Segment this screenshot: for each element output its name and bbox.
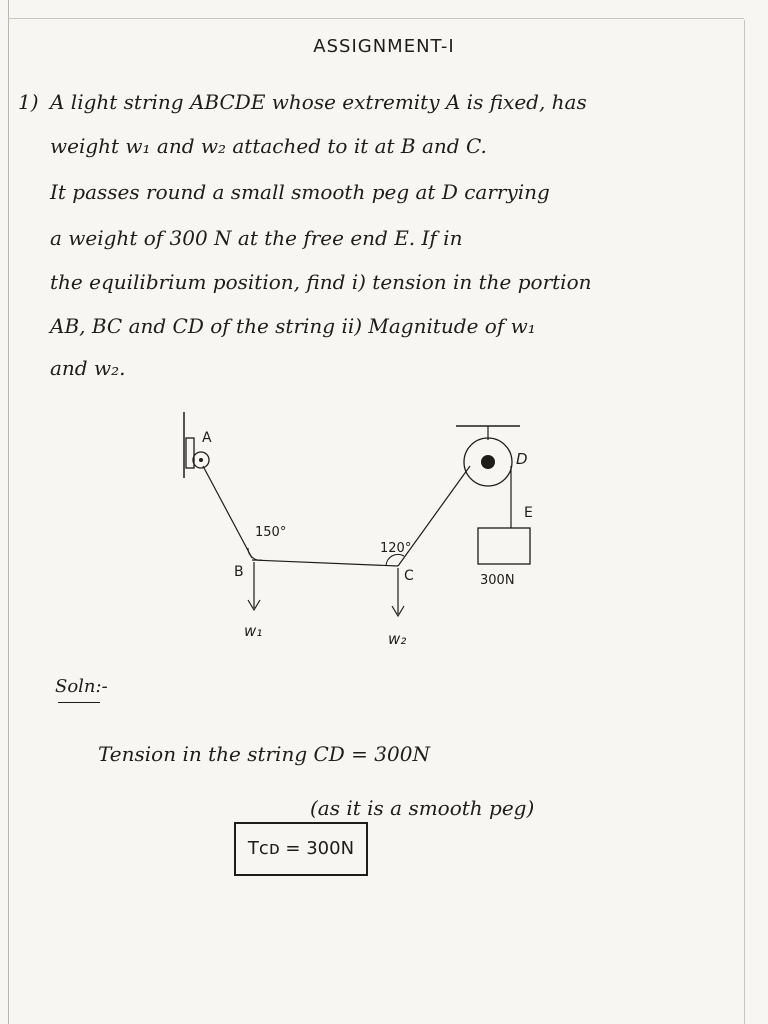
question-line-2: weight w₁ and w₂ attached to it at B and C. bbox=[50, 134, 487, 158]
label-w1: w₁ bbox=[244, 622, 263, 640]
hinge-pin bbox=[199, 458, 203, 462]
question-line-4: a weight of 300 N at the free end E. If in bbox=[50, 226, 463, 250]
solution-heading: Soln:- bbox=[55, 676, 108, 697]
block-label: 300N bbox=[480, 573, 515, 588]
label-e: E bbox=[524, 505, 533, 521]
weight-block bbox=[478, 528, 530, 564]
string-bc bbox=[252, 560, 398, 566]
label-w2: w₂ bbox=[388, 630, 407, 648]
question-line-6: AB, BC and CD of the string ii) Magnitude of w₁ bbox=[50, 314, 536, 338]
angle-arc-b bbox=[248, 548, 262, 560]
label-b: B bbox=[234, 564, 244, 580]
label-c: C bbox=[404, 568, 414, 584]
angle-label-b: 150° bbox=[255, 525, 287, 540]
question-line-1: A light string ABCDE whose extremity A is fixed, has bbox=[50, 90, 587, 114]
label-d: D bbox=[516, 450, 528, 468]
string-ab bbox=[203, 466, 252, 558]
question-line-7: and w₂. bbox=[50, 356, 126, 380]
solution-heading-underline bbox=[58, 702, 100, 703]
angle-arc-c bbox=[386, 554, 404, 566]
assignment-title: ASSIGNMENT-I bbox=[313, 36, 455, 57]
question-line-5: the equilibrium position, find i) tension in the portion bbox=[50, 270, 592, 294]
solution-line-1: Tension in the string CD = 300N bbox=[98, 742, 430, 766]
label-a: A bbox=[202, 430, 212, 446]
boxed-result: Tᴄᴅ = 300N bbox=[234, 822, 368, 876]
question-number: 1) bbox=[18, 90, 39, 114]
question-line-3: It passes round a small smooth peg at D carrying bbox=[50, 180, 550, 204]
solution-line-2: (as it is a smooth peg) bbox=[310, 796, 535, 820]
wall-bracket bbox=[186, 438, 194, 468]
angle-label-c: 120° bbox=[380, 541, 412, 556]
pulley-axle bbox=[481, 455, 495, 469]
